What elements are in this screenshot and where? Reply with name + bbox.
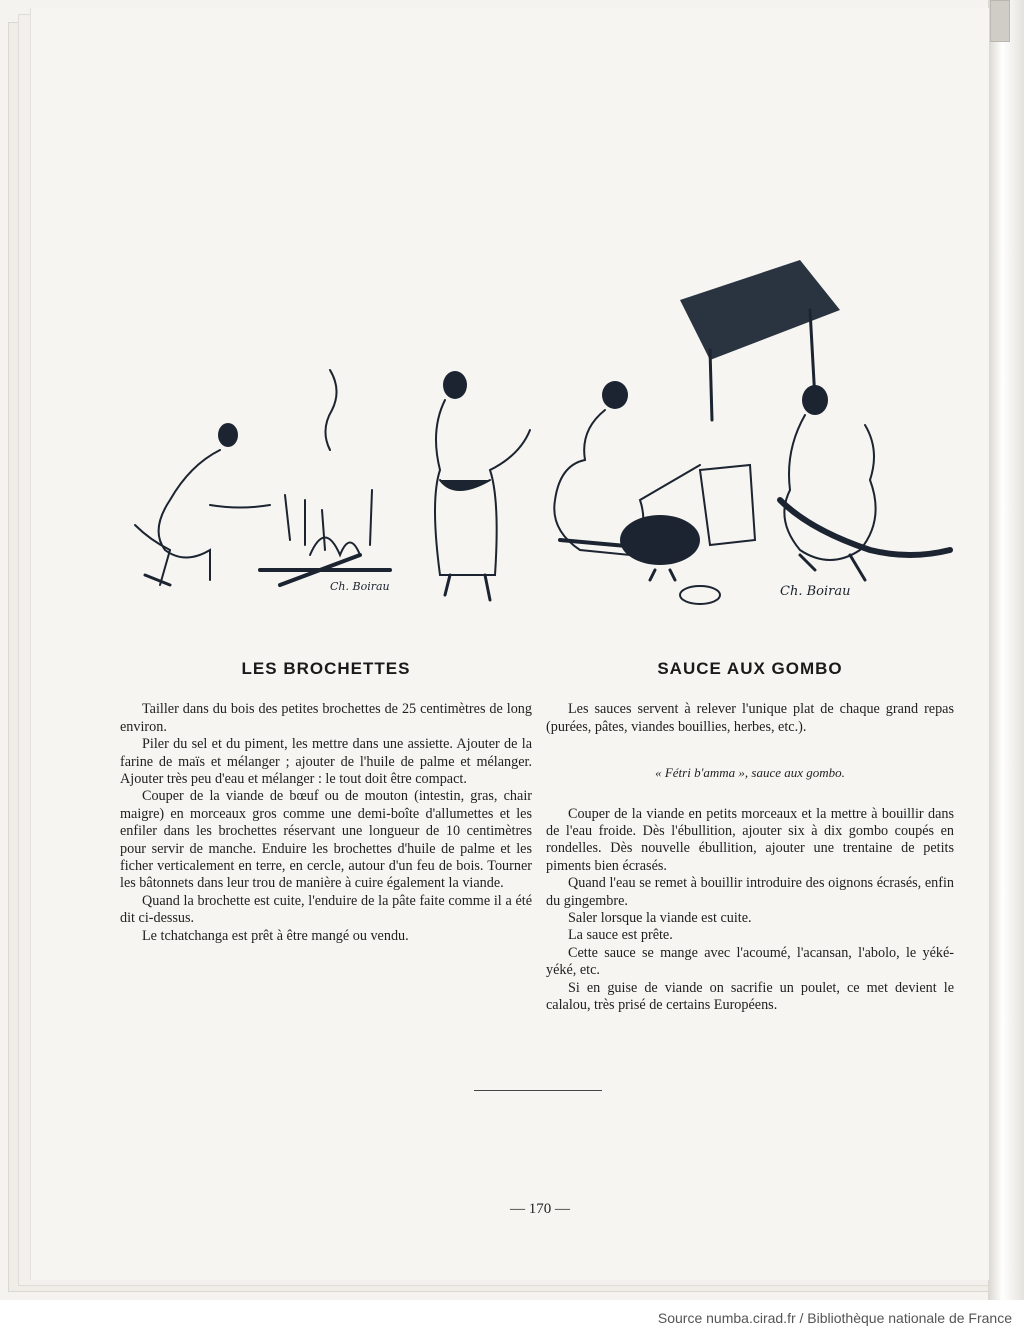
brochettes-column <box>120 660 532 945</box>
paragraph: Cette sauce se mange avec l'acoumé, l'acansan, l'abolo, le yéké-yéké, etc. <box>546 944 954 979</box>
brochettes-title: LES BROCHETTES <box>241 659 411 678</box>
illustration-caption: « Fétri b'amma », sauce aux gombo. <box>655 765 845 781</box>
skewer-fire <box>260 370 390 585</box>
sauce-title: SAUCE AUX GOMBO <box>657 659 843 678</box>
eating-man-figure <box>780 385 950 580</box>
paragraph: Les sauces servent à relever l'unique plat de chaque grand repas (purées, pâtes, viandes bouillies, herbes, etc.). <box>546 701 954 735</box>
paragraph: Quand l'eau se remet à bouillir introduire des oignons écrasés, enfin du gingembre. <box>546 875 954 909</box>
paragraph: Couper de la viande en petits morceaux et la mettre à bouillir dans de l'eau froide. Dès l'ébullition, ajouter six à dix gombo coupés en rondelles. Dès nouvelle ébullition, ajouter une trentaine de petits piments bien écrasés. <box>546 805 954 874</box>
binder-clip <box>990 0 1010 42</box>
crouching-man-figure <box>135 423 270 585</box>
paragraph: Quand la brochette est cuite, l'enduire de la pâte faite comme il a été dit ci-dessus. <box>120 892 532 927</box>
page-number: — 170 — <box>510 1201 570 1217</box>
paragraph: Saler lorsque la viande est cuite. <box>568 910 752 927</box>
paragraph: Piler du sel et du piment, les mettre dans une assiette. Ajouter de la farine de maïs et mélanger ; ajouter de l'huile de palme et mélanger. Ajouter très peu d'eau et mélanger : le tout doit être compact. <box>120 736 532 788</box>
paragraph: Couper de la viande de bœuf ou de mouton (intestin, gras, chair maigre) en morceaux gros comme une demi-boîte d'allumettes et les enfiler dans les brochettes réservant une longueur de 10 centimètres pour servir de manche. Enduire les brochettes d'huile de palme et les ficher verticalement en terre, en cercle, autour d'un feu de bois. Tourner les bâtonnets dans leur trou de manière à cuire également la viande. <box>120 788 532 892</box>
source-credit: Source numba.cirad.fr / Bibliothèque nationale de France <box>657 1310 1012 1326</box>
signature-right: Ch. Boirau <box>780 584 851 599</box>
signature-left: Ch. Boirau <box>330 580 390 593</box>
cooking-pot <box>620 515 700 580</box>
basket <box>700 465 755 545</box>
standing-man-figure <box>435 371 530 600</box>
paragraph: Si en guise de viande on sacrifie un poulet, ce met devient le calalou, très prisé de certains Européens. <box>546 979 954 1014</box>
paragraph: Tailler dans du bois des petites brochettes de 25 centimètres de long environ. <box>120 701 532 735</box>
binding-edge <box>988 0 1024 1300</box>
section-divider <box>474 1090 602 1091</box>
paragraph: Le tchatchanga est prêt à être mangé ou vendu. <box>142 927 409 944</box>
small-bowl <box>680 586 720 604</box>
paragraph: La sauce est prête. <box>568 927 673 944</box>
sauce-column <box>546 660 954 1015</box>
hut-roof <box>680 260 840 360</box>
cooking-scene-illustration <box>110 250 960 620</box>
